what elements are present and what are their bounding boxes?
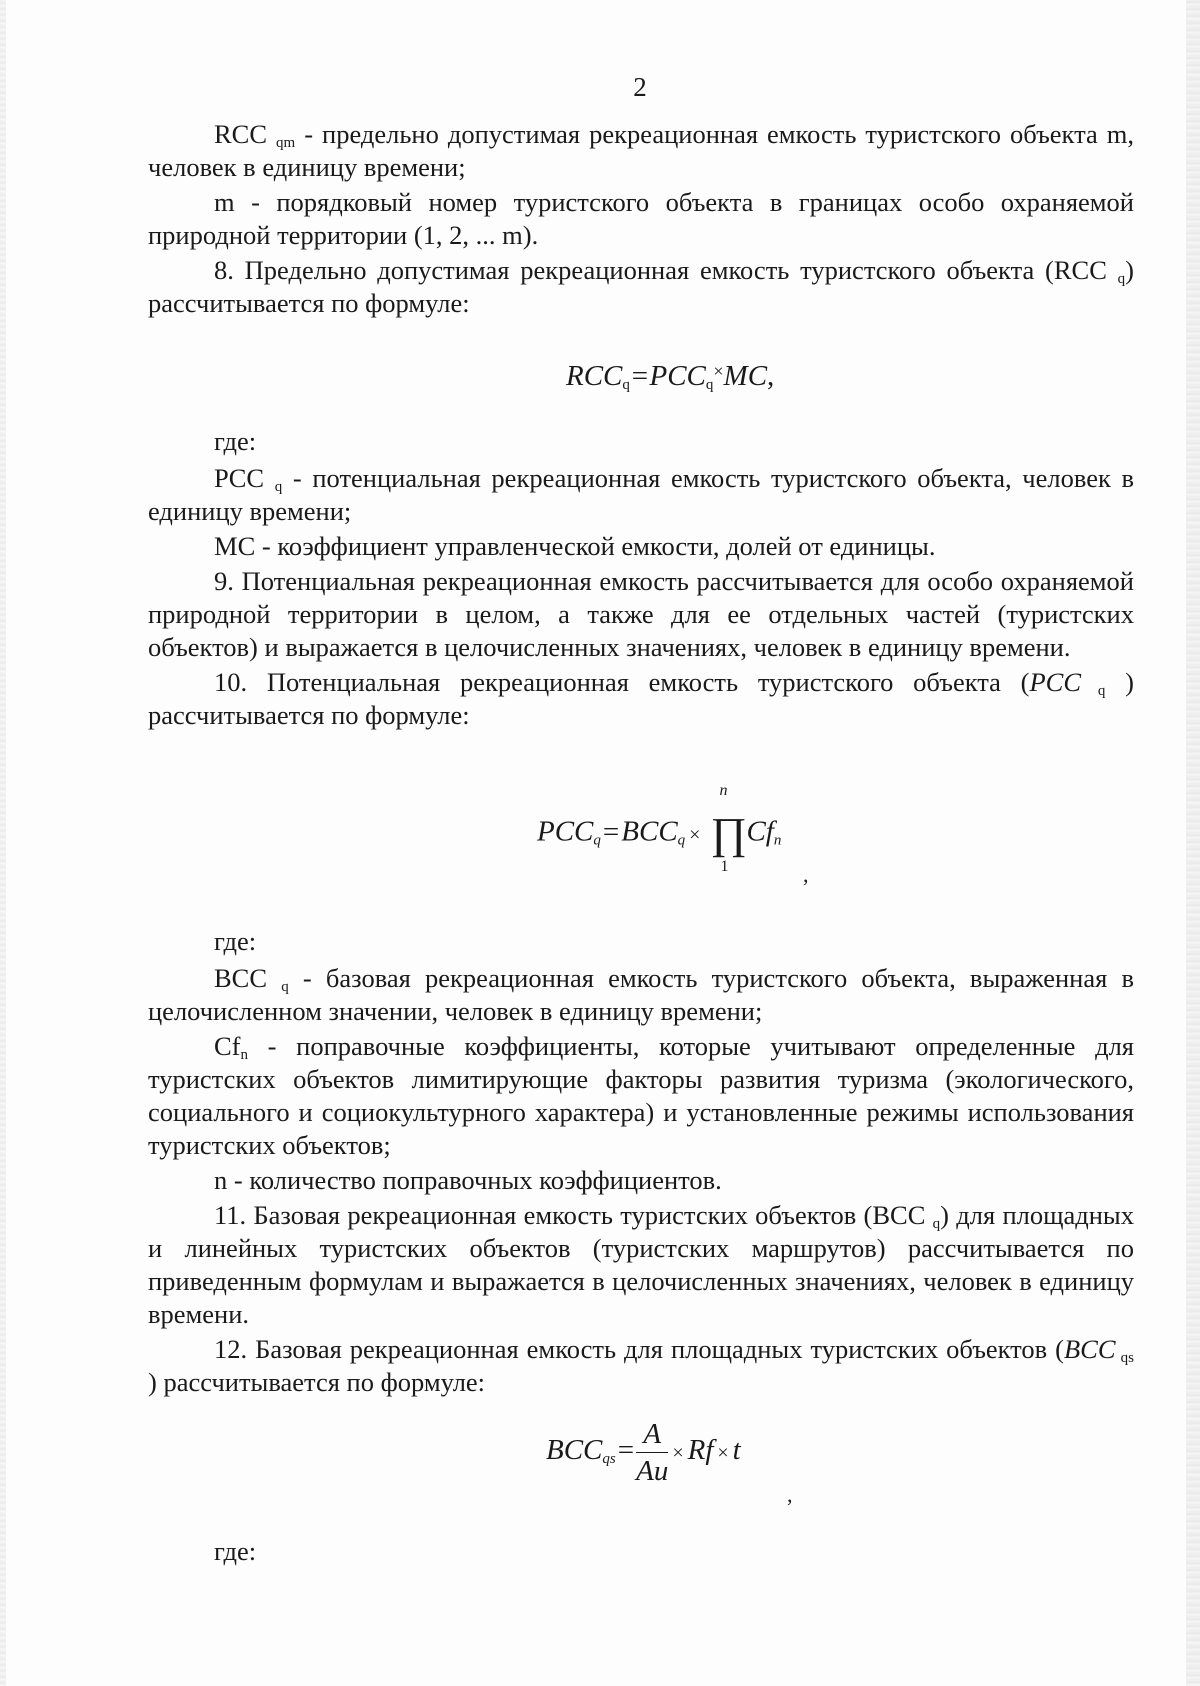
- where-label-2: где:: [214, 926, 257, 956]
- paragraph-8: 8. Предельно допустимая рекреационная емкость туристского объекта (RCC $_q$) рассчитывается по формуле:: [148, 255, 1134, 318]
- scan-edge-left: [0, 0, 6, 1686]
- formula-pcc-comma: ,: [803, 862, 809, 887]
- paragraph-9: 9. Потенциальная рекреационная емкость рассчитывается для особо охраняемой природной территории в целом, а также для ее отдельных частей (туристских объектов) и выражается в целочисленных значениях, человек в единицу времени.: [148, 566, 1134, 662]
- paragraph-n: n - количество поправочных коэффициентов.: [214, 1165, 722, 1195]
- text-block-lower: [148, 962, 1134, 1399]
- paragraph-11: 11. Базовая рекреационная емкость туристских объектов (BCC $_q$) для площадных и линейных туристских объектов (туристских маршрутов) рассчитывается по приведенным формулам и выражается в целочисленных значениях, человек в единицу времени.: [148, 1200, 1134, 1329]
- paragraph-rcc-qm: RCC $_{qm}$ - предельно допустимая рекреационная емкость туристского объекта m, человек в единицу времени;: [148, 119, 1134, 182]
- paragraph-m: m - порядковый номер туристского объекта в границах особо охраняемой природной территории (1, 2, ... m).: [148, 187, 1134, 250]
- paragraph-bcc-q: BCC $_q$ - базовая рекреационная емкость туристского объекта, выраженная в целочисленном значении, человек в единицу времени;: [148, 963, 1134, 1026]
- where-label-3: где:: [214, 1536, 257, 1566]
- text-block-top: [148, 118, 1134, 320]
- paragraph-cfn: $Cf_n$ - поправочные коэффициенты, которые учитывают определенные для туристских объектов лимитирующие факторы развития туризма (экологического, социального и социокультурного характера) и установленные режимы использования туристских объектов;: [148, 1031, 1134, 1160]
- where-label-1: где:: [214, 426, 257, 456]
- formula-rcc: $RCC_q=PCC_q^\times MC$,: [566, 360, 775, 393]
- product-operator: ∏ n 1: [710, 782, 747, 875]
- page-number: 2: [633, 72, 647, 102]
- paragraph-10: 10. Потенциальная рекреационная емкость туристского объекта (PCC $_q$ ) рассчитывается по формуле:: [148, 667, 1135, 730]
- formula-bcc-comma: ,: [787, 1482, 793, 1507]
- text-block-middle: [148, 462, 1134, 732]
- formula-pcc: $PCC_q=BCC_q$ × ∏ n 1 $Cf_n$: [537, 782, 782, 875]
- paragraph-pcc-q: PCC $_q$ - потенциальная рекреационная емкость туристского объекта, человек в единицу времени;: [148, 463, 1135, 526]
- paragraph-12: 12. Базовая рекреационная емкость для площадных туристских объектов (BCC $_{qs}$ ) рассчитывается по формуле:: [148, 1334, 1135, 1397]
- scan-edge-right: [1186, 0, 1200, 1686]
- formula-bcc-qs: $BCC_{qs}=$ $\frac{A}{Au}$ × Rf × t: [546, 1418, 741, 1487]
- fraction-a-over-au: $\frac{A}{Au}$: [636, 1418, 669, 1487]
- paragraph-mc: MC - коэффициент управленческой емкости, долей от единицы.: [214, 531, 936, 561]
